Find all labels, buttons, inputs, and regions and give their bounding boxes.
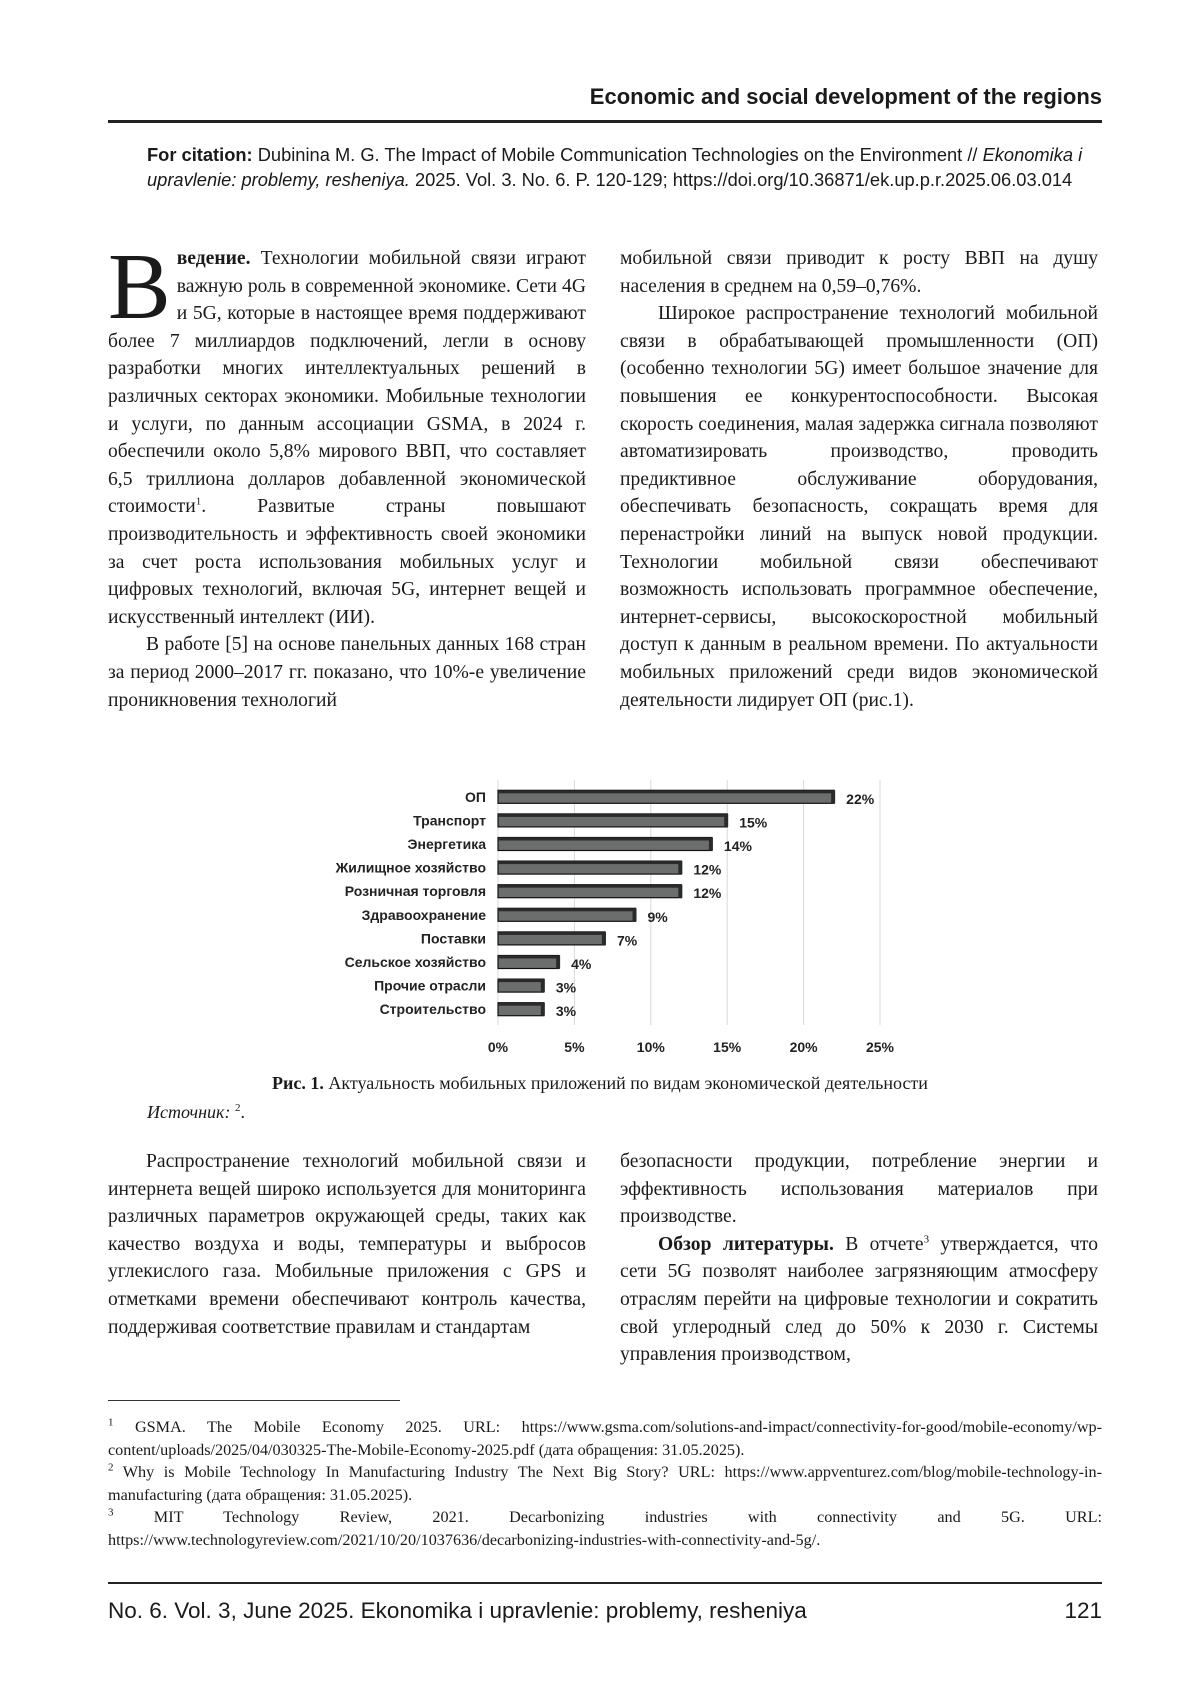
bar-top-edge: [498, 885, 681, 888]
bar-end-edge: [678, 885, 682, 898]
literature-text-cont: утверждается, что сети 5G позволят наиболее загрязняющим атмосферу отраслям перейти на цифровые технологии и сократить свой углеродный след до 50% к 2030 г. Системы управления производством,: [620, 1233, 1099, 1366]
bar-end-edge: [709, 838, 713, 851]
x-tick-label: 0%: [487, 1039, 509, 1055]
source-end: .: [240, 1102, 245, 1122]
bar-top-edge: [498, 1003, 544, 1006]
footnote-text: GSMA. The Mobile Economy 2025. URL: https://www.gsma.com/solutions-and-impact/connectivity-for-good/mobile-economy/wp-content/uploads/2025/04/030325-The-Mobile-Economy-2025.pdf (дата обращения: 31.05.2025).: [108, 1418, 1102, 1459]
source-label: Источник:: [147, 1102, 231, 1122]
category-label: Поставки: [420, 930, 486, 947]
bar-end-edge: [831, 790, 835, 803]
x-tick-label: 25%: [865, 1039, 895, 1055]
header-rule: [108, 120, 1102, 123]
data-label: 12%: [693, 885, 722, 902]
bar-end-edge: [602, 932, 606, 945]
intro-heading: ведение.: [176, 248, 251, 269]
bar-end-edge: [633, 908, 637, 921]
bar-top-edge: [498, 932, 605, 935]
literature-heading: Обзор литературы.: [658, 1233, 834, 1255]
category-label: Транспорт: [413, 812, 486, 829]
bar-top-edge: [498, 861, 681, 864]
drop-cap: В: [108, 235, 171, 339]
citation-label: For citation:: [147, 144, 253, 165]
x-tick-label: 15%: [713, 1039, 742, 1055]
data-label: 15%: [739, 814, 768, 831]
bar-end-edge: [678, 861, 682, 874]
intro-text-cont: . Развитые страны повышают производительность и эффективность своей экономики за счет роста использования мобильных услуг и цифровых технологий, включая 5G, интернет вещей и искусственный интеллект (ИИ).: [108, 496, 586, 628]
running-head: Economic and social development of the regions: [589, 84, 1102, 109]
bar-top-edge: [498, 838, 712, 841]
footnote: [108, 1506, 1102, 1551]
data-label: 3%: [555, 979, 577, 996]
bar-end-edge: [541, 1003, 545, 1016]
citation-doi: 2025. Vol. 3. No. 6. P. 120-129; https://doi.org/10.36871/ek.up.p.r.2025.06.03.014: [409, 169, 1073, 190]
paragraph-manufacturing: Широкое распространение технологий мобильной связи в обрабатывающей промышленности (ОП) (особенно технологии 5G) имеет большое значение для повышения ее конкурентоспособности. Высокая скорость соединения, малая задержка сигнала позволяют автоматизировать производство, проводить предиктивное обслуживание оборудования, обеспечивать безопасность, сокращать время для перенастройки линий на выпуск новой продукции. Технологии мобильной связи обеспечивают возможность использовать программное обеспечение, интернет-сервисы, высокоскоростной мобильный доступ к данным в реальном времени. По актуальности мобильных приложений среди видов экономической деятельности лидирует ОП (рис.1).: [620, 303, 1098, 711]
footnote-ref-2: 2: [234, 1102, 241, 1114]
footnote-ref-3: 3: [923, 1233, 930, 1246]
bar-top-edge: [498, 814, 727, 817]
footnote-text: Why is Mobile Technology In Manufacturing Industry The Next Big Story? URL: https://www.appventurez.com/blog/mobile-technology-in-manufacturing (дата обращения: 31.05.2025).: [108, 1463, 1102, 1504]
bar-top-edge: [498, 956, 559, 959]
bar-top-edge: [498, 979, 544, 982]
column-right-top: [620, 245, 1098, 714]
data-label: 4%: [571, 956, 592, 972]
paragraph-continuation-2: безопасности продукции, потребление энергии и эффективность использования материалов при производстве.: [620, 1151, 1098, 1228]
intro-text: Технологии мобильной связи играют важную роль в современной экономике. Сети 4G и 5G, которые в настоящее время поддерживают более 7 миллиардов подключений, легли в основу разработки многих интеллектуальных решений в различных секторах экономики. Мобильные технологии и услуги, по данным ассоциации GSMA, в 2024 г. обеспечили около 5,8% мирового ВВП, что составляет 6,5 триллиона долларов добавленной экономической стоимости: [108, 248, 586, 518]
footer-journal-issue: No. 6. Vol. 3, June 2025. Ekonomika i upravlenie: problemy, resheniya: [108, 1598, 807, 1623]
bar-end-edge: [556, 956, 560, 969]
bar-end-edge: [724, 814, 728, 827]
category-label: Прочие отрасли: [374, 977, 486, 994]
footnote: [108, 1461, 1102, 1506]
footnote-number: 1: [108, 1416, 114, 1429]
column-right-bottom: [620, 1148, 1098, 1369]
intro-paragraph: [108, 235, 586, 631]
bar-chart: [280, 780, 920, 1070]
page-number: 121: [1064, 1598, 1102, 1623]
footnote-number: 3: [108, 1506, 114, 1519]
footnote: [108, 1416, 1102, 1461]
data-label: 7%: [616, 932, 638, 949]
category-label: Здравоохранение: [361, 906, 486, 923]
x-tick-label: 5%: [564, 1039, 585, 1055]
literature-text: В отчете: [833, 1233, 924, 1255]
category-label: Строительство: [379, 1001, 486, 1018]
citation-journal: Ekonomika i upravlenie: problemy, resheniya.: [147, 144, 1083, 190]
column-left-bottom: [108, 1148, 586, 1341]
x-tick-label: 10%: [636, 1039, 665, 1055]
footnotes: [108, 1416, 1102, 1551]
chart-bars: [498, 790, 835, 1015]
caption-text: Актуальность мобильных приложений по видам экономической деятельности: [323, 1073, 928, 1093]
paragraph-environment: Распространение технологий мобильной связи и интернета вещей широко используется для мониторинга различных параметров окружающей среды, таких как качество воздуха и воды, температуры и выбросов углекислого газа. Мобильные приложения с GPS и отметками времени обеспечивают контроль качества, поддерживая соответствие правилам и стандартам: [108, 1151, 586, 1338]
category-label: Жилищное хозяйство: [335, 859, 486, 876]
paragraph-literature-review: [620, 1231, 1098, 1369]
category-label: Энергетика: [407, 836, 486, 852]
footnote-separator: [108, 1400, 400, 1401]
figure-caption: [0, 1073, 1200, 1094]
citation-text: Dubinina M. G. The Impact of Mobile Communication Technologies on the Environment //: [252, 144, 983, 165]
data-label: 14%: [723, 838, 752, 854]
figure-source: [147, 1102, 245, 1123]
bar-end-edge: [541, 979, 545, 992]
column-left-top: [108, 235, 586, 714]
paragraph-continuation: мобильной связи приводит к росту ВВП на душу населения в среднем на 0,59–0,76%.: [620, 248, 1098, 297]
citation: [147, 142, 1102, 192]
category-label: ОП: [465, 788, 486, 805]
x-tick-label: 20%: [789, 1039, 818, 1055]
footnote-number: 2: [108, 1461, 114, 1474]
bar-top-edge: [498, 790, 834, 793]
data-label: 9%: [647, 908, 668, 925]
data-label: 22%: [846, 790, 875, 807]
category-label: Розничная торговля: [344, 883, 486, 900]
caption-label: Рис. 1.: [272, 1073, 324, 1093]
data-label: 3%: [555, 1003, 577, 1020]
footnote-text: MIT Technology Review, 2021. Decarbonizing industries with connectivity and 5G. URL: https://www.technologyreview.com/2021/10/20/1037636/decarbonizing-industries-with-connectivity-and-5g/.: [108, 1508, 1102, 1549]
bar-top-edge: [498, 908, 636, 911]
footnote-ref-1: 1: [195, 495, 202, 508]
category-label: Сельское хозяйство: [344, 954, 486, 970]
paragraph-panel-data: В работе [5] на основе панельных данных 168 стран за период 2000–2017 гг. показано, что 10%-е увеличение проникновения технологий: [108, 634, 586, 711]
footer-rule: [108, 1582, 1102, 1584]
chart-labels: [335, 789, 895, 1055]
data-label: 12%: [693, 861, 722, 878]
